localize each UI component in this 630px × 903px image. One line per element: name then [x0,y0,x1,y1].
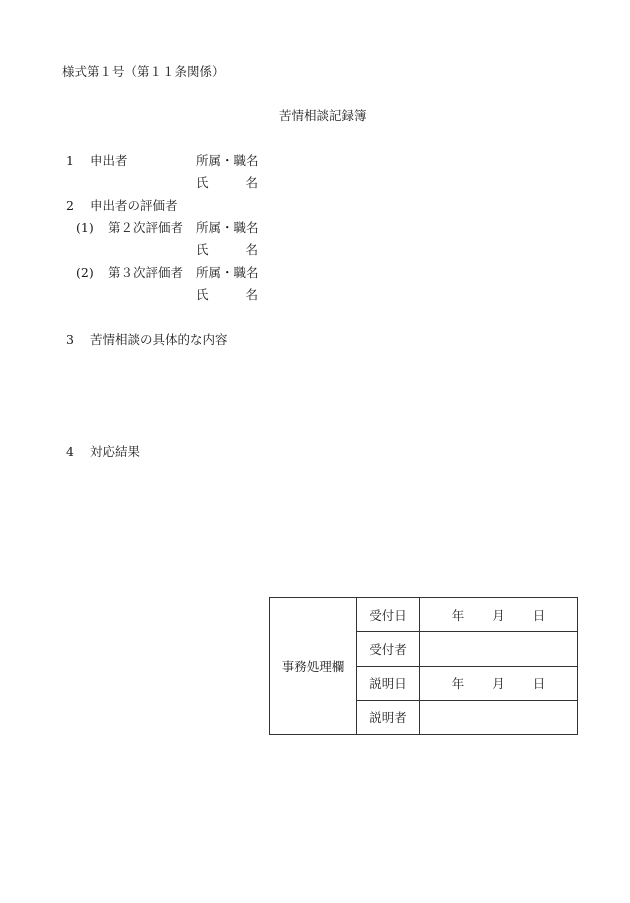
explained-date-label: 説明日 [357,666,420,700]
month-label: 月 [492,676,505,692]
name-label-right: 名 [245,242,258,257]
section-2b-number: (2) [76,265,94,280]
name-label-left: 氏 [196,287,209,302]
section-1-name-label [196,175,258,191]
section-2a-number: (1) [76,220,94,235]
office-header-cell: 事務処理欄 [270,598,357,735]
section-4-number: 4 [66,444,74,459]
section-2b-affiliation-label: 所属・職名 [196,265,259,280]
year-label: 年 [451,607,465,623]
name-label-right: 名 [245,175,258,190]
received-date-label: 受付日 [357,598,420,632]
section-2a-name-label [196,242,258,258]
name-label-left: 氏 [196,242,209,257]
section-2b-name-label [196,287,258,303]
name-label-right: 名 [245,287,258,302]
section-2b-label: 第３次評価者 [108,265,184,280]
name-label-left: 氏 [196,175,209,190]
section-1-number: 1 [66,153,74,168]
receiver-field[interactable] [420,632,578,666]
section-2a-label: 第２次評価者 [108,220,184,235]
section-4-label: 対応結果 [90,444,141,459]
office-processing-table [269,597,578,735]
explainer-label: 説明者 [357,700,420,734]
form-number: 様式第１号（第１１条関係） [62,64,225,79]
section-2-label: 申出者の評価者 [90,198,178,213]
receiver-label: 受付者 [357,632,420,666]
day-label: 日 [532,607,546,623]
section-2a-affiliation-label: 所属・職名 [196,220,259,235]
section-2-number: 2 [66,198,74,213]
section-3-label: 苦情相談の具体的な内容 [90,332,228,347]
section-1-affiliation-label: 所属・職名 [196,153,259,168]
explainer-field[interactable] [420,700,578,734]
page-title: 苦情相談記録簿 [279,108,367,123]
day-label: 日 [532,676,546,692]
section-3-number: 3 [66,332,74,347]
received-date-field[interactable] [420,598,578,632]
explained-date-field[interactable] [420,666,578,700]
month-label: 月 [492,607,505,623]
section-1-label: 申出者 [90,153,128,168]
year-label: 年 [451,676,465,692]
